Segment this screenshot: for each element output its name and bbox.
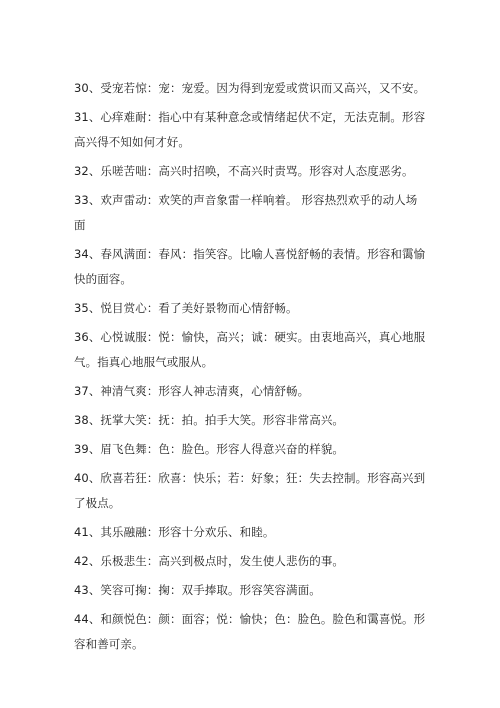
entry-38: 38、抚掌大笑：抚：拍。拍手大笑。形容非常高兴。 bbox=[74, 413, 345, 427]
entry-39: 39、眉飞色舞：色：脸色。形容人得意兴奋的样貌。 bbox=[74, 442, 345, 456]
entry-37: 37、神清气爽：形容人神志清爽，心情舒畅。 bbox=[74, 384, 310, 398]
entry-43: 43、笑容可掬：掬：双手捧取。形容笑容满面。 bbox=[74, 583, 321, 597]
entry-34: 34、春风满面：春风：指笑容。比喻人喜悦舒畅的表情。形容和霭愉快的面容。 bbox=[74, 247, 426, 286]
entry-31: 31、心痒难耐：指心中有某种意念或情绪起伏不定，无法克制。形容高兴得不知如何才好。 bbox=[74, 110, 426, 149]
entry-36: 36、心悦诚服：悦：愉快，高兴；诚：硬实。由衷地高兴，真心地服气。指真心地服气或服从。 bbox=[74, 330, 426, 369]
entry-42: 42、乐极悲生：高兴到极点时，发生使人悲伤的事。 bbox=[74, 554, 345, 568]
entry-40: 40、欣喜若狂：欣喜：快乐；若：好象；狂：失去控制。形容高兴到了极点。 bbox=[74, 471, 426, 510]
entry-33: 33、欢声雷动：欢笑的声音象雷一样响着。 形容热烈欢乎的动人场面 bbox=[74, 193, 418, 232]
entry-30: 30、受宠若惊：宠：宠爱。因为得到宠爱或赏识而又高兴，又不安。 bbox=[74, 81, 426, 95]
entry-44: 44、和颜悦色：颜：面容；悦：愉快；色：脸色。脸色和霭喜悦。形容和善可亲。 bbox=[74, 612, 426, 651]
entry-35: 35、悦目赏心：看了美好景物而心情舒畅。 bbox=[74, 301, 298, 315]
document-body bbox=[74, 76, 426, 657]
entry-41: 41、其乐融融：形容十分欢乐、和睦。 bbox=[74, 525, 275, 539]
entry-32: 32、乐嗟苦咄：高兴时招唤，不高兴时责骂。形容对人态度恶劣。 bbox=[74, 164, 414, 178]
